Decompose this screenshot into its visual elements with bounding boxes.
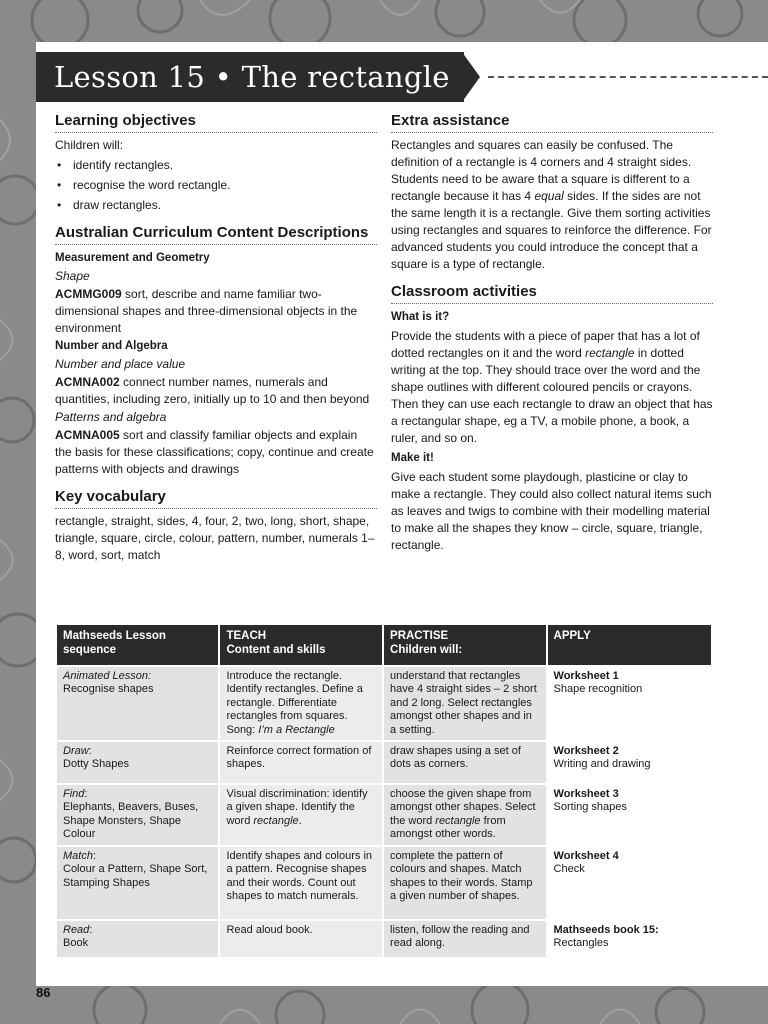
- cell-apply: [548, 667, 711, 740]
- sequence-text: Book: [63, 937, 89, 950]
- code-acmmg009: ACMMG009: [55, 287, 122, 301]
- strand-measurement: Measurement and Geometry: [55, 252, 210, 264]
- substrand-number-place: Number and place value: [55, 357, 186, 371]
- practise-text: draw shapes using a set of dots as corners.: [390, 745, 521, 771]
- teach-emphasis: rectangle: [253, 814, 299, 827]
- cell-practise: [384, 785, 545, 845]
- sequence-label: Read: [63, 924, 90, 937]
- cell-teach: [220, 785, 382, 845]
- substrand-shape: Shape: [55, 269, 90, 283]
- practise-text: complete the pattern of colours and shapes. Match shapes to their words. Stamp a given number of shapes.: [390, 850, 533, 903]
- text-part: in dotted writing at the top. They should trace over the word and the shape outlines with different coloured pencils or crayons. Then they can use each rectangle to draw an object that has a rectangular shape, eg a TV, a mobile phone, a book, a ruler, and so on.: [391, 346, 713, 445]
- header-line: Content and skills: [226, 644, 326, 656]
- cell-practise: [384, 667, 545, 740]
- code-acmna005: ACMNA005: [55, 428, 120, 442]
- vocabulary-heading: Key vocabulary: [55, 488, 377, 509]
- sequence-text: Recognise shapes: [63, 683, 154, 696]
- extra-assistance-text: [391, 137, 713, 273]
- cell-apply: [548, 742, 711, 783]
- learning-objectives-section: [55, 112, 377, 214]
- classroom-activities-heading: Classroom activities: [391, 283, 713, 304]
- lesson-title: Lesson 15 • The rectangle: [36, 52, 464, 102]
- descriptor-text: sort and classify familiar objects and explain the basis for these classifications; copy, continue and create patterns with objects and drawings: [55, 428, 374, 476]
- worksheet-text: Shape recognition: [553, 683, 643, 696]
- objective-item: • draw rectangles.: [55, 197, 377, 214]
- cell-sequence: Read: Book: [57, 921, 218, 957]
- extra-assistance-section: [391, 112, 713, 273]
- header-teach: [220, 625, 382, 665]
- extra-assistance-heading: Extra assistance: [391, 112, 713, 133]
- title-banner-tip: [462, 52, 480, 102]
- table-row: [57, 742, 711, 783]
- cell-teach: [220, 921, 382, 957]
- teach-text: Introduce the rectangle. Identify rectangles. Define a rectangle. Differentiate rectangles from squares. Song:: [226, 670, 363, 736]
- sequence-label: Find: [63, 788, 85, 801]
- table-row: [57, 921, 711, 957]
- descriptor-acmna005: [55, 427, 377, 478]
- cell-teach: [220, 847, 382, 919]
- worksheet-title: Worksheet 4: [553, 850, 619, 863]
- substrand-patterns: Patterns and algebra: [55, 410, 167, 424]
- practise-emphasis: rectangle: [435, 814, 481, 827]
- objectives-intro: Children will:: [55, 138, 124, 152]
- sequence-label: Draw: [63, 745, 89, 758]
- cell-sequence: Match: Colour a Pattern, Shape Sort, Stamping Shapes: [57, 847, 218, 919]
- cell-apply: [548, 847, 711, 919]
- text-part: Provide the students with a piece of paper that has a lot of dotted rectangles on it and the word: [391, 329, 700, 360]
- objectives-list: [55, 157, 377, 214]
- practise-text: listen, follow the reading and read along.: [390, 924, 530, 950]
- text-part: sides. If the sides are not the same length it is a rectangle. Give them sorting activities using rectangles and squares to reinforce the difference. For advanced students you could introduce the concept that a square is a type of rectangle.: [391, 189, 712, 271]
- table-row: [57, 667, 711, 740]
- worksheet-title: Worksheet 3: [553, 788, 619, 801]
- cell-teach: [220, 667, 382, 740]
- worksheet-text: Check: [553, 863, 585, 876]
- objective-item: • identify rectangles.: [55, 157, 377, 174]
- teach-text: Read aloud book.: [226, 924, 313, 937]
- descriptor-text: connect number names, numerals and quantities, including zero, initially up to 10 and then beyond: [55, 375, 370, 406]
- cell-apply: [548, 785, 711, 845]
- vocabulary-section: [55, 488, 377, 564]
- teach-emphasis: I’m a Rectangle: [258, 723, 335, 736]
- teach-text: Visual discrimination: identify a given shape. Identify the word: [226, 788, 368, 827]
- sequence-label: Animated Lesson:: [63, 670, 152, 682]
- practise-text: choose the given shape from amongst other shapes. Select the word: [390, 788, 536, 827]
- cell-teach: [220, 742, 382, 783]
- activity-what-is-it: What is it?: [391, 311, 450, 323]
- teach-text: Reinforce correct formation of shapes.: [226, 745, 372, 771]
- practise-text: understand that rectangles have 4 straight sides – 2 short and 2 long. Select rectangles amongst other shapes and in a setting.: [390, 670, 537, 736]
- cell-sequence: Draw: Dotty Shapes: [57, 742, 218, 783]
- worksheet-text: Sorting shapes: [553, 801, 627, 814]
- emphasis: rectangle: [585, 346, 635, 360]
- table-row: [57, 785, 711, 845]
- right-column: [391, 112, 713, 560]
- header-practise: [384, 625, 545, 665]
- cell-practise: [384, 742, 545, 783]
- header-line: APPLY: [553, 630, 591, 642]
- classroom-activities-section: [391, 283, 713, 554]
- header-line: Children will:: [390, 644, 463, 656]
- curriculum-heading: Australian Curriculum Content Descriptions: [55, 224, 377, 245]
- header-line: Mathseeds Lesson: [63, 630, 166, 642]
- activity-what-is-it-text: [391, 328, 713, 447]
- table-header-row: [57, 625, 711, 665]
- worksheet-title: Mathseeds book 15:: [553, 924, 659, 937]
- cell-practise: [384, 921, 545, 957]
- worksheet-title: Worksheet 2: [553, 745, 619, 758]
- text-part: Rectangles and squares can easily be confused. The definition of a rectangle is 4 corners and 4 straight sides. Students need to be aware that a square is different to a rectangle because it has 4: [391, 138, 692, 203]
- worksheet-page: [36, 42, 768, 986]
- descriptor-acmmg009: [55, 286, 377, 337]
- worksheet-title: Worksheet 1: [553, 670, 619, 682]
- header-sequence: [57, 625, 218, 665]
- practise-text: from amongst other words.: [390, 814, 506, 841]
- left-column: [55, 112, 377, 570]
- sequence-text: Colour a Pattern, Shape Sort, Stamping Shapes: [63, 863, 208, 889]
- teach-text: .: [298, 814, 302, 827]
- header-line: PRACTISE: [390, 630, 449, 642]
- sequence-text: Dotty Shapes: [63, 758, 130, 771]
- lesson-sequence-table: [55, 623, 713, 959]
- strand-number: Number and Algebra: [55, 340, 168, 352]
- sequence-text: Elephants, Beavers, Buses, Shape Monsters, Shape Colour: [63, 801, 199, 841]
- header-line: TEACH: [226, 630, 267, 642]
- header-line: sequence: [63, 644, 117, 656]
- cell-apply: [548, 921, 711, 957]
- emphasis: equal: [534, 189, 564, 203]
- curriculum-section: [55, 224, 377, 478]
- code-acmna002: ACMNA002: [55, 375, 120, 389]
- worksheet-text: Writing and drawing: [553, 758, 651, 771]
- header-apply: [548, 625, 711, 665]
- vocabulary-text: rectangle, straight, sides, 4, four, 2, two, long, short, shape, triangle, square, circle, colour, pattern, number, numerals 1–8, word, sort, match: [55, 514, 375, 562]
- descriptor-text: sort, describe and name familiar two-dimensional shapes and three-dimensional objects in the environment: [55, 287, 358, 335]
- objective-item: • recognise the word rectangle.: [55, 177, 377, 194]
- teach-text: Identify shapes and colours in a pattern. Recognise shapes and their words. Count out shapes to match numerals.: [226, 850, 373, 903]
- activity-make-it: Make it!: [391, 452, 434, 464]
- table-body: [57, 667, 711, 957]
- worksheet-text: Rectangles: [553, 937, 609, 950]
- activity-make-it-text: Give each student some playdough, plasticine or clay to make a rectangle. They could also collect natural items such as leaves and twigs to combine with their modelling material to make all the shapes they know – circle, square, triangle, rectangle.: [391, 470, 712, 552]
- sequence-label: Match: [63, 850, 93, 863]
- cell-sequence: Find: Elephants, Beavers, Buses, Shape Monsters, Shape Colour: [57, 785, 218, 845]
- table-row: [57, 847, 711, 919]
- cell-practise: [384, 847, 545, 919]
- page-number: 86: [36, 985, 51, 1000]
- cell-sequence: [57, 667, 218, 740]
- descriptor-acmna002: [55, 374, 377, 408]
- title-dashed-rule: [488, 76, 768, 78]
- learning-objectives-heading: Learning objectives: [55, 112, 377, 133]
